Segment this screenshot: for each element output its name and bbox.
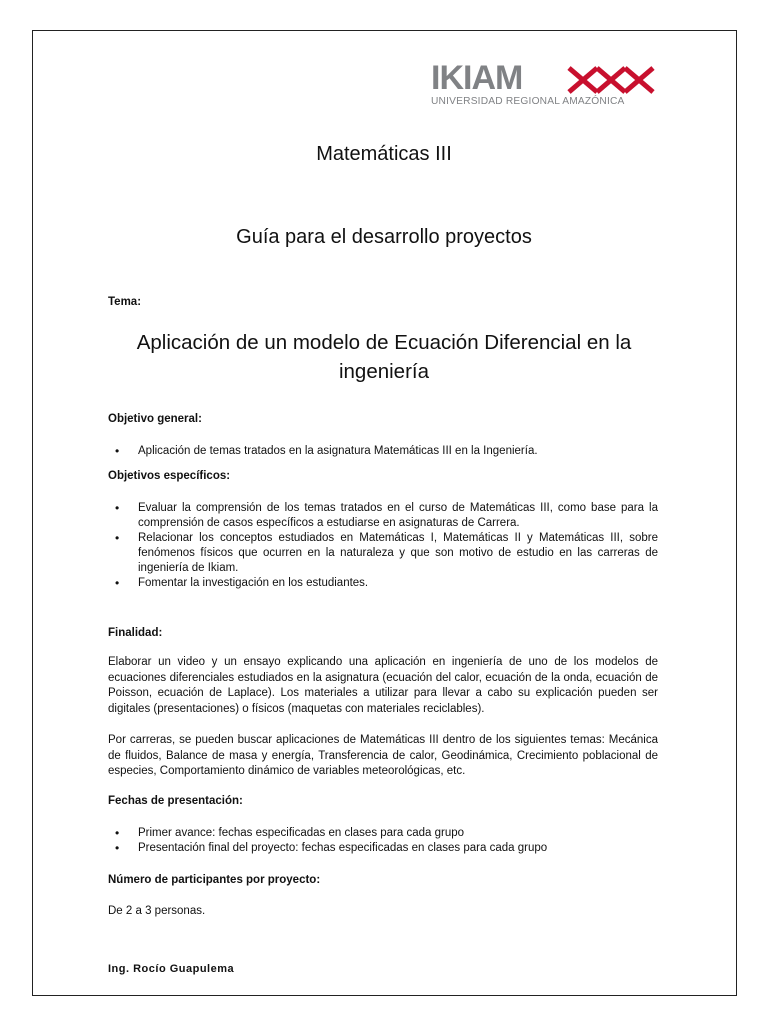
topic-title: Aplicación de un modelo de Ecuación Diferencial en la ingeniería [136, 331, 632, 383]
specific-objectives-label: Objetivos específicos: [108, 470, 231, 482]
list-item: • Relacionar los conceptos estudiados en Matemáticas I, Matemáticas II y Matemáticas III, sobre fenómenos físicos que ocurren en la naturaleza y que son motivo de estudio en las carreras de ingeniería de Ikiam. [108, 531, 658, 576]
list-item: • Primer avance: fechas especificadas en clases para cada grupo [108, 826, 658, 841]
logo-subtitle: UNIVERSIDAD REGIONAL AMAZÓNICA [431, 96, 625, 107]
logo-pattern-icon [567, 65, 657, 95]
topic-label: Tema: [108, 296, 142, 308]
participants-value: De 2 a 3 personas. [108, 905, 206, 917]
guide-title: Guía para el desarrollo proyectos [236, 226, 532, 248]
general-objective-label: Objetivo general: [108, 413, 202, 425]
purpose-paragraph-2: Por carreras, se pueden buscar aplicaciones de Matemáticas III dentro de los siguientes temas: Mecánica de fluidos, Balance de masa y energía, Transferencia de calor, Geodinámica, Crecimiento poblacional de especies, Comportamiento dinámico de variables meteorológicas, etc. [108, 734, 658, 777]
dates-label: Fechas de presentación: [108, 795, 243, 807]
list-item: • Evaluar la comprensión de los temas tratados en el curso de Matemáticas III, como base para la comprensión de casos específicos a estudiarse en asignaturas de Carrera. [108, 501, 658, 531]
purpose-paragraph-1: Elaborar un video y un ensayo explicando una aplicación en ingeniería de uno de los modelos de ecuaciones diferenciales estudiados en la asignatura (ecuación del calor, ecuación de la onda, ecuación de Poisson, ecuación de Laplace). Los materiales a utilizar para llevar a cabo su explicación pueden ser digitales (presentaciones) o físicos (maquetas con materiales reciclables). [108, 656, 658, 715]
specific-objectives-list [108, 501, 658, 591]
general-objective-list [108, 444, 658, 459]
ikiam-logo [431, 59, 657, 110]
purpose-label: Finalidad: [108, 627, 163, 639]
dates-list [108, 826, 658, 856]
list-item: • Presentación final del proyecto: fechas especificadas en clases para cada grupo [108, 841, 658, 856]
participants-label: Número de participantes por proyecto: [108, 874, 321, 886]
signature: Ing. Rocío Guapulema [108, 963, 235, 975]
logo-wordmark: IKIAM [431, 59, 523, 97]
list-item: • Fomentar la investigación en los estudiantes. [108, 576, 658, 591]
list-item: • Aplicación de temas tratados en la asignatura Matemáticas III en la Ingeniería. [108, 444, 658, 459]
course-title: Matemáticas III [316, 143, 452, 165]
